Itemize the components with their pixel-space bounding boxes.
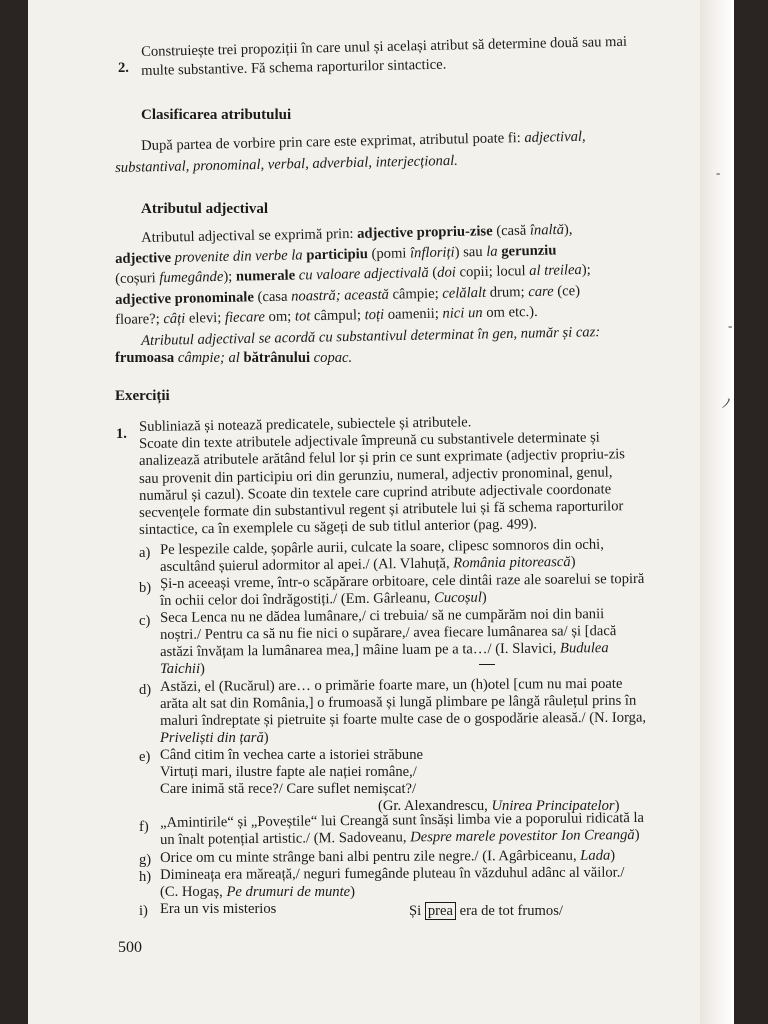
adj-l2-g: la bbox=[486, 243, 498, 260]
item-i-label: i) bbox=[139, 903, 148, 919]
item-c-line-3 bbox=[160, 640, 609, 661]
adj-l1-e: ), bbox=[563, 221, 573, 238]
handwritten-underline bbox=[479, 664, 495, 665]
exercise-2-line-1: Construiește trei propoziții în care unul și același atribut să determine două sau mai bbox=[141, 33, 628, 60]
adj-l5-j: nici un bbox=[442, 304, 483, 322]
adj-l5-e: om; bbox=[264, 308, 296, 326]
item-g-1: Orice om cu minte strânge bani albi pentru zile negre./ (I. Agârbiceanu, bbox=[160, 847, 581, 866]
item-h-line-1: Dimineața era măreață,/ neguri fumegânde pluteau în văzduhul adânc al văilor./ bbox=[160, 864, 625, 883]
item-i-line-1: Era un vis misterios bbox=[160, 901, 277, 917]
adj-l1-a: Atributul adjectival se exprimă prin: bbox=[141, 225, 358, 246]
adj-l4-h: (ce) bbox=[553, 283, 581, 300]
adj-l4-f: drum; bbox=[485, 284, 529, 301]
item-i-line-2 bbox=[409, 903, 563, 920]
classification-heading: Clasificarea atributului bbox=[141, 107, 292, 123]
margin-mark: - bbox=[728, 318, 733, 333]
adj-l5-a: floare?; bbox=[115, 311, 164, 328]
intro-line-4: sau provenit din participiu ori din gerunziu, numeral, adjectiv pronominal, genul, bbox=[139, 464, 613, 487]
adj-l2-c: participiu bbox=[306, 246, 369, 264]
item-i-2-b: era de tot frumos/ bbox=[455, 903, 563, 919]
page-edge-shade bbox=[700, 0, 734, 1024]
exercise-2-number: 2. bbox=[118, 60, 129, 76]
item-e-line-1: Când citim în vechea carte a istoriei străbune bbox=[160, 747, 423, 763]
adj-l4-a: adjective pronominale bbox=[115, 289, 255, 308]
adj-l4-c: noastră; această bbox=[291, 286, 390, 305]
intro-line-6: secvențele formate din substantivul regent și atributele lui și fă schema raporturilor bbox=[139, 498, 624, 521]
adjectival-line-6: Atributul adjectival se acordă cu substantivul determinat în gen, număr și caz: bbox=[141, 324, 601, 349]
adj-l7-c: al bbox=[228, 350, 240, 366]
intro-line-5: numărul și cazul). Scoate din textele care cuprind atribute adjectivale coordonate bbox=[139, 481, 612, 504]
classification-paragraph-line-1 bbox=[141, 129, 586, 155]
adj-l2-h: gerunziu bbox=[497, 242, 557, 260]
adj-l3-i: al treilea bbox=[529, 262, 582, 280]
adj-l3-c: ); bbox=[223, 268, 237, 285]
item-c-line-1: Seca Lenca nu ne dădea lumânare,/ ci trebuia/ să ne cumpărăm noi din banii bbox=[160, 606, 605, 626]
exercise-2-line-2: multe substantive. Fă schema raporturilor sintactice. bbox=[141, 56, 447, 79]
item-f-label: f) bbox=[139, 819, 149, 835]
adj-l3-b: fumegânde bbox=[159, 268, 224, 287]
classification-text: După partea de vorbire prin care este exprimat, atributul poate fi: bbox=[141, 129, 525, 154]
item-f-line-2 bbox=[160, 827, 640, 849]
adj-l7-a: frumoasa bbox=[115, 350, 175, 366]
adj-l3-g: doi bbox=[437, 264, 457, 281]
item-g-1-end: ) bbox=[610, 847, 616, 864]
item-c-4-it: Taichii bbox=[160, 661, 201, 677]
exercise-1-number: 1. bbox=[116, 426, 127, 442]
adj-l5-c: elevi; bbox=[185, 309, 226, 327]
item-h-2-end: ) bbox=[350, 884, 355, 900]
adj-l5-g: câmpul; bbox=[310, 307, 365, 325]
classification-italic-1: adjectival, bbox=[524, 128, 586, 146]
adj-l5-k: om etc.). bbox=[482, 303, 538, 321]
adj-l5-i: oamenii; bbox=[383, 305, 443, 323]
adj-l4-e: celălalt bbox=[442, 284, 487, 302]
item-b-2-it: Cucoșul bbox=[433, 589, 482, 607]
item-b-label: b) bbox=[139, 580, 152, 596]
adj-l2-e: înfloriți bbox=[409, 244, 455, 262]
item-f-2-end: ) bbox=[634, 826, 640, 844]
adj-l1-d: înaltă bbox=[529, 221, 565, 239]
adj-l3-e: cu valoare adjectivală bbox=[294, 264, 429, 284]
item-f-2: un înalt potențial artistic./ (M. Sadoveanu, bbox=[160, 829, 411, 848]
item-a-line-1: Pe lespezile calde, șopârle aurii, culcate la soare, clipesc somnoros din ochi, bbox=[160, 536, 604, 558]
item-c-label: c) bbox=[139, 613, 151, 629]
adj-l4-d: câmpie; bbox=[388, 285, 443, 303]
item-g-label: g) bbox=[139, 852, 152, 868]
item-c-4-end: ) bbox=[200, 661, 205, 677]
adj-l7-b: câmpie; bbox=[174, 350, 229, 366]
classification-paragraph-line-2: substantival, pronominal, verbal, adverbial, interjecțional. bbox=[115, 152, 459, 176]
page-number: 500 bbox=[118, 939, 142, 956]
adj-l3-a: (coșuri bbox=[115, 270, 160, 287]
adj-l3-d: numerale bbox=[235, 267, 296, 285]
margin-mark: ノ bbox=[720, 396, 734, 411]
intro-line-2: Scoate din texte atributele adjectivale împreună cu substantivele determinate și bbox=[139, 429, 600, 452]
intro-line-3: analizează atributele arătând felul lor și prin ce sunt exprimate (adjectiv propriu-zis bbox=[139, 446, 626, 469]
item-h-2: (C. Hogaș, bbox=[160, 884, 227, 900]
item-c-line-2: noștri./ Pentru ca să nu fie nici o supărare,/ avea fiecare lumânarea sa/ și [dacă bbox=[160, 623, 617, 643]
item-b-line-1: Și-n aceeași vreme, într-o scăpărare orbitoare, cele dintâi raze ale soarelui se topiră bbox=[160, 570, 645, 592]
adj-l2-b: provenite din verbe la bbox=[170, 247, 307, 266]
item-a-2-end: ) bbox=[570, 553, 576, 570]
adj-l2-a: adjective bbox=[115, 249, 172, 267]
adj-l1-b: adjective propriu-zise bbox=[356, 223, 493, 242]
adj-l2-d: (pomi bbox=[367, 245, 411, 263]
adj-l4-b: (casa bbox=[253, 288, 292, 306]
adj-l7-d: bătrânului bbox=[239, 350, 311, 366]
adjectival-line-7 bbox=[115, 350, 352, 367]
item-b-2-end: ) bbox=[481, 589, 487, 606]
adj-l5-b: câți bbox=[163, 310, 186, 328]
margin-mark: - bbox=[716, 165, 721, 180]
item-h-2-it: Pe drumuri de munte bbox=[226, 884, 351, 900]
adj-l5-h: toți bbox=[364, 306, 385, 324]
adj-l5-d: fiecare bbox=[224, 309, 266, 326]
item-a-2: ascultând șuierul adormitor al apei./ (Al. Vlahuță, bbox=[160, 555, 454, 575]
adj-l3-h: copii; locul bbox=[455, 263, 530, 281]
item-g-1-it: Lada bbox=[580, 847, 611, 864]
adj-l5-f: tot bbox=[294, 308, 311, 325]
adj-l2-f: ) sau bbox=[454, 243, 487, 261]
item-h-label: h) bbox=[139, 869, 152, 885]
item-d-line-4 bbox=[160, 730, 269, 747]
item-e-4-it: Unirea Principatelor bbox=[491, 798, 615, 814]
item-e-label: e) bbox=[139, 749, 151, 765]
item-e-line-2: Virtuți mari, ilustre fapte ale nației române,/ bbox=[160, 764, 417, 780]
item-i-2-box: prea bbox=[425, 902, 456, 920]
item-e-4-end: ) bbox=[614, 798, 620, 814]
item-f-line-1: „Amintirile“ și „Poveștile“ lui Creangă sunt însăși limba vie a poporului ridicată la bbox=[160, 809, 645, 831]
item-i-2-a: Și bbox=[409, 903, 425, 919]
item-d-line-1: Astăzi, el (Rucărul) are… o primărie foarte mare, un (h)otel [cum nu mai poate bbox=[160, 675, 623, 695]
item-e-line-3: Care inimă stă rece?/ Care suflet nemișcat?/ bbox=[160, 781, 417, 797]
adj-l7-e: copac. bbox=[310, 350, 353, 366]
intro-line-1: Subliniază și notează predicatele, subiectele și atributele. bbox=[139, 414, 472, 435]
item-d-4-it: Priveliști din țară bbox=[160, 730, 264, 746]
item-e-4: (Gr. Alexandrescu, bbox=[378, 798, 492, 814]
item-h-line-2 bbox=[160, 884, 355, 901]
adj-l4-g: care bbox=[528, 283, 554, 301]
item-a-2-it: România pitorească bbox=[453, 553, 571, 572]
item-f-2-it: Despre marele povestitor Ion Creangă bbox=[410, 827, 635, 846]
item-c-line-4 bbox=[160, 661, 205, 678]
book-page bbox=[28, 0, 734, 1024]
item-d-label: d) bbox=[139, 682, 152, 698]
item-c-3: astăzi învățam la lumânarea mea,] mâine luam pe a ta…/ (I. Slavici, bbox=[160, 640, 561, 660]
item-a-label: a) bbox=[139, 545, 151, 561]
item-d-line-3: maluri îndreptate și pietruite și foarte multe case de o gospodărie aleasă./ (N. Iorga, bbox=[160, 709, 647, 729]
adj-l3-j: ); bbox=[581, 261, 591, 279]
adjectival-heading: Atributul adjectival bbox=[141, 201, 269, 217]
exercises-heading: Exerciții bbox=[115, 388, 170, 404]
item-c-3-it: Budulea bbox=[559, 640, 609, 657]
adj-l3-f: ( bbox=[428, 264, 438, 281]
adj-l1-c: (casă bbox=[492, 222, 531, 240]
intro-line-7: sintactice, ca în exemplele cu săgeți de sub titlul anterior (pag. 499). bbox=[139, 516, 538, 538]
item-d-4-end: ) bbox=[263, 730, 269, 746]
item-b-2: în ochii celor doi îndrăgostiți./ (Em. Gârleanu, bbox=[160, 590, 435, 609]
item-d-line-2: arăta alt sat din România,] o frumoasă și lungă plimbare pe lângă râulețul prins în bbox=[160, 692, 637, 712]
